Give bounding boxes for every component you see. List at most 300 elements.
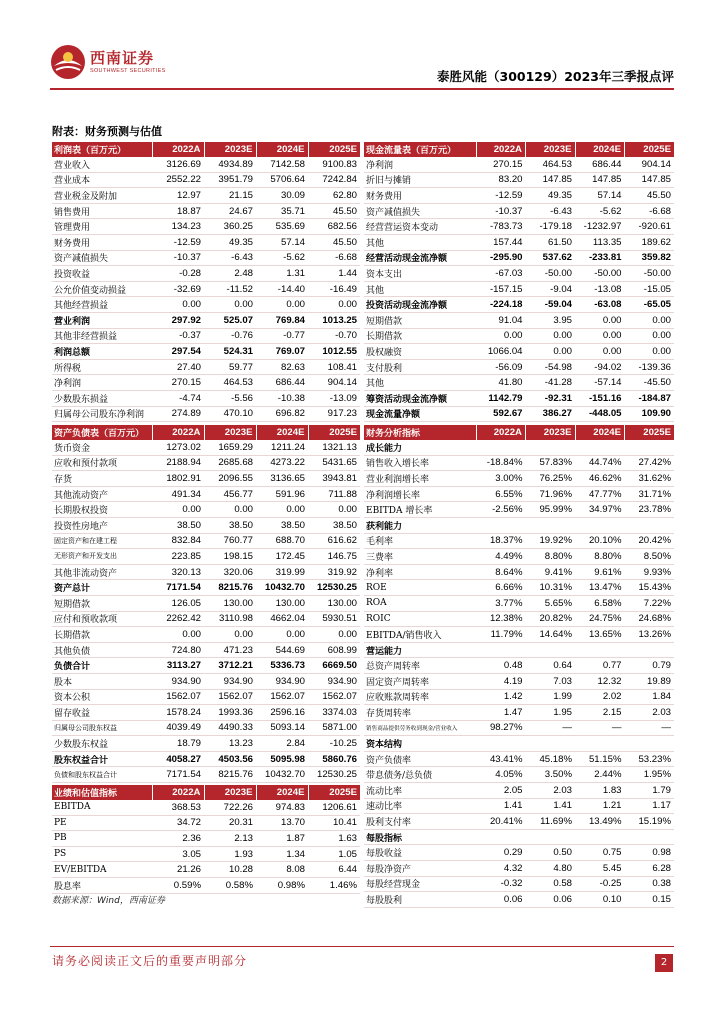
table-row [52,877,360,893]
value-cell: 13.26% [625,627,675,643]
cashflow-statement-table [364,142,674,422]
table-row [364,219,674,235]
row-label: 资产总计 [52,580,152,596]
value-cell: 9.93% [625,564,675,580]
value-cell: 5871.00 [308,720,360,736]
value-cell: 5.45 [575,861,625,877]
table-header-row [52,785,360,800]
value-cell: 0.15 [625,892,675,908]
value-cell: 0.59% [152,877,204,893]
table-row [52,862,360,878]
value-cell: 1.47 [476,705,526,721]
table-row [364,861,674,877]
table-row [364,658,674,674]
row-label: 资产减值损失 [52,250,152,266]
value-cell: -92.31 [526,390,576,406]
value-cell: 4.05% [476,767,526,783]
table-row [52,172,360,188]
value-cell: 5.65% [526,595,576,611]
value-cell: 9.61% [575,564,625,580]
value-cell: 4.19 [476,673,526,689]
value-cell: 1.42 [476,689,526,705]
value-cell: 13.23 [204,736,256,752]
value-cell: 57.14 [575,188,625,204]
value-cell: 57.83% [526,455,576,471]
value-cell: 456.77 [204,486,256,502]
value-cell: -783.73 [476,219,526,235]
value-cell: 31.62% [625,471,675,487]
value-cell: -10.37 [476,203,526,219]
row-label: 少数股东损益 [52,390,152,406]
value-cell: 471.23 [204,642,256,658]
value-cell: 51.15% [575,751,625,767]
value-cell: 491.34 [152,486,204,502]
value-cell: 44.74% [575,455,625,471]
value-cell: 544.69 [256,642,308,658]
value-cell [625,736,675,752]
year-header: 2023E [204,425,256,440]
value-cell: 0.77 [575,658,625,674]
row-label: 其他非经营损益 [52,328,152,344]
value-cell: 0.00 [204,502,256,518]
table-row [52,406,360,422]
value-cell: 724.80 [152,642,204,658]
value-cell: 0.29 [476,845,526,861]
row-label: 长期股权投资 [52,502,152,518]
table-row [52,767,360,783]
value-cell [476,642,526,658]
value-cell: 20.82% [526,611,576,627]
table-row [52,627,360,643]
row-label: 带息债务/总负债 [364,767,476,783]
table-row [364,172,674,188]
row-label: 所得税 [52,359,152,375]
value-cell: 3374.03 [308,705,360,721]
value-cell: -12.59 [152,234,204,250]
table-row [52,517,360,533]
value-cell: -6.68 [625,203,675,219]
row-label: 净利润 [52,375,152,391]
table-row [52,673,360,689]
table-header-row [52,425,360,440]
row-label: EV/EBITDA [52,862,152,878]
value-cell: 0.00 [476,328,526,344]
value-cell: 18.87 [152,203,204,219]
value-cell: 12.32 [575,673,625,689]
row-label: 毛利率 [364,533,476,549]
row-label: 流动比率 [364,783,476,799]
value-cell: 43.41% [476,751,526,767]
value-cell: 45.50 [308,203,360,219]
value-cell: 146.75 [308,549,360,565]
value-cell: 616.62 [308,533,360,549]
row-label: 每股收益 [364,845,476,861]
value-cell: 591.96 [256,486,308,502]
table-row [364,266,674,282]
table-row [364,486,674,502]
row-label: 资本公积 [52,689,152,705]
value-cell: 76.25% [526,471,576,487]
row-label: 经营营运资本变动 [364,219,476,235]
value-cell: 0.06 [526,892,576,908]
row-label: 折旧与摊销 [364,172,476,188]
table-row [364,157,674,172]
value-cell: -6.68 [308,250,360,266]
table-row [52,281,360,297]
table-row [52,815,360,831]
balance-sheet-table [52,425,360,783]
row-label: 投资性房地产 [52,517,152,533]
row-label: 支付股利 [364,359,476,375]
table-title: 资产负债表（百万元） [52,425,152,440]
table-row [364,549,674,565]
value-cell: 1321.13 [308,440,360,455]
row-label: EBITDA [52,800,152,815]
table-row [52,502,360,518]
table-row [52,266,360,282]
value-cell: 8.80% [526,549,576,565]
value-cell: -50.00 [625,266,675,282]
value-cell: 464.53 [204,375,256,391]
value-cell: 319.99 [256,564,308,580]
section-header-row [364,829,674,845]
value-cell: -10.25 [308,736,360,752]
value-cell: 934.90 [204,673,256,689]
row-label: 股东权益合计 [52,751,152,767]
value-cell: 1.83 [575,783,625,799]
row-label: 资本支出 [364,266,476,282]
value-cell: 7242.84 [308,172,360,188]
value-cell: 682.56 [308,219,360,235]
value-cell: 0.00 [152,502,204,518]
value-cell: 696.82 [256,406,308,422]
table-row [364,876,674,892]
value-cell: 49.35 [526,188,576,204]
value-cell: 7171.54 [152,767,204,783]
value-cell: 525.07 [204,312,256,328]
value-cell: 12530.25 [308,580,360,596]
value-cell: -6.43 [204,250,256,266]
row-label: 资本结构 [364,736,476,752]
value-cell: 2.84 [256,736,308,752]
value-cell: 1211.24 [256,440,308,455]
value-cell: 1.46% [308,877,360,893]
value-cell: 368.53 [152,800,204,815]
section-header-row [364,736,674,752]
row-label: 每股经营现金 [364,876,476,892]
value-cell: 13.49% [575,814,625,830]
row-label: 少数股东权益 [52,736,152,752]
row-label: 存货周转率 [364,705,476,721]
value-cell: 20.10% [575,533,625,549]
value-cell: 0.00 [256,502,308,518]
table-row [364,471,674,487]
value-cell: 3.05 [152,846,204,862]
value-cell: 10.41 [308,815,360,831]
value-cell: 0.48 [476,658,526,674]
value-cell: 172.45 [256,549,308,565]
row-label: 应收账款周转率 [364,689,476,705]
table-row [52,440,360,455]
value-cell: 1142.79 [476,390,526,406]
value-cell: 147.85 [526,172,576,188]
value-cell: -157.15 [476,281,526,297]
value-cell: -0.28 [152,266,204,282]
year-header: 2025E [308,142,360,157]
row-label: 投资收益 [52,266,152,282]
value-cell: -10.38 [256,390,308,406]
value-cell: 0.00 [575,328,625,344]
value-cell: 34.72 [152,815,204,831]
table-row [52,486,360,502]
year-header: 2025E [308,425,360,440]
value-cell: -0.37 [152,328,204,344]
table-row [52,328,360,344]
table-row [364,720,674,736]
value-cell: -50.00 [526,266,576,282]
value-cell: 0.00 [575,344,625,360]
value-cell: 2188.94 [152,455,204,471]
value-cell: 6669.50 [308,658,360,674]
value-cell: 19.92% [526,533,576,549]
value-cell: 0.00 [526,328,576,344]
value-cell: 7.03 [526,673,576,689]
row-label: 总资产周转率 [364,658,476,674]
value-cell: 0.00 [152,297,204,313]
year-header: 2022A [152,785,204,800]
value-cell: 537.62 [526,250,576,266]
value-cell: -16.49 [308,281,360,297]
value-cell: 359.82 [625,250,675,266]
value-cell: 157.44 [476,234,526,250]
table-row [52,658,360,674]
value-cell: 57.14 [256,234,308,250]
value-cell: 13.65% [575,627,625,643]
row-label: 净利率 [364,564,476,580]
value-cell: 1562.07 [204,689,256,705]
value-cell: 7142.58 [256,157,308,172]
row-label: 每股股利 [364,892,476,908]
value-cell: 608.99 [308,642,360,658]
value-cell: 0.98 [625,845,675,861]
table-row [364,250,674,266]
value-cell: 5095.98 [256,751,308,767]
row-label: 负债和股东权益合计 [52,767,152,783]
row-label: PS [52,846,152,862]
row-label: 销售费用 [52,203,152,219]
value-cell: 2596.16 [256,705,308,721]
table-row [364,502,674,518]
value-cell: 4273.22 [256,455,308,471]
value-cell: 711.88 [308,486,360,502]
value-cell: 1066.04 [476,344,526,360]
value-cell: -233.81 [575,250,625,266]
table-row [364,375,674,391]
row-label: PE [52,815,152,831]
row-label: 财务费用 [364,188,476,204]
table-row [52,611,360,627]
value-cell [575,440,625,455]
value-cell [476,440,526,455]
table-row [52,533,360,549]
year-header: 2024E [256,142,308,157]
row-label: 其他 [364,281,476,297]
value-cell: 904.14 [625,157,675,172]
row-label: 管理费用 [52,219,152,235]
value-cell: 45.18% [526,751,576,767]
value-cell: 2.02 [575,689,625,705]
value-cell: -5.62 [575,203,625,219]
value-cell: 12.38% [476,611,526,627]
value-cell: -151.16 [575,390,625,406]
row-label: 无形资产和开发支出 [52,549,152,565]
value-cell: 2.48 [204,266,256,282]
table-row [52,359,360,375]
value-cell: -448.05 [575,406,625,422]
value-cell: 0.00 [625,312,675,328]
row-label: 留存收益 [52,705,152,721]
value-cell: 1206.61 [308,800,360,815]
table-row [52,580,360,596]
value-cell: 27.40 [152,359,204,375]
value-cell: 1.95% [625,767,675,783]
value-cell: 38.50 [152,517,204,533]
value-cell: 2.36 [152,831,204,847]
value-cell: 35.71 [256,203,308,219]
value-cell: 15.43% [625,580,675,596]
value-cell: 1993.36 [204,705,256,721]
value-cell: -5.62 [256,250,308,266]
row-label: PB [52,831,152,847]
value-cell: -57.14 [575,375,625,391]
value-cell: 1562.07 [256,689,308,705]
value-cell: -50.00 [575,266,625,282]
value-cell: 4058.27 [152,751,204,767]
year-header: 2024E [256,785,308,800]
value-cell: -6.43 [526,203,576,219]
value-cell: 270.15 [152,375,204,391]
value-cell: 1.17 [625,798,675,814]
value-cell: 769.07 [256,344,308,360]
table-row [52,297,360,313]
value-cell: 21.15 [204,188,256,204]
row-label: 应收和预付款项 [52,455,152,471]
value-cell: 2.05 [476,783,526,799]
value-cell: -2.56% [476,502,526,518]
value-cell: -12.59 [476,188,526,204]
row-label: 经营活动现金流净额 [364,250,476,266]
row-label: 长期借款 [364,328,476,344]
value-cell: 8215.76 [204,580,256,596]
value-cell: 95.99% [526,502,576,518]
value-cell: 53.23% [625,751,675,767]
value-cell: 686.44 [575,157,625,172]
value-cell: -56.09 [476,359,526,375]
value-cell: 83.20 [476,172,526,188]
row-label: 股利支付率 [364,814,476,830]
year-header: 2024E [575,142,625,157]
table-row [52,595,360,611]
value-cell: 15.19% [625,814,675,830]
year-header: 2023E [204,142,256,157]
value-cell: 386.27 [526,406,576,422]
table-row [52,689,360,705]
year-header: 2025E [308,785,360,800]
value-cell: 297.54 [152,344,204,360]
table-row [364,689,674,705]
value-cell [575,517,625,533]
value-cell [476,517,526,533]
value-cell: 592.67 [476,406,526,422]
value-cell: 4503.56 [204,751,256,767]
row-label: 固定资产周转率 [364,673,476,689]
value-cell: 3.77% [476,595,526,611]
table-row [364,814,674,830]
row-label: 营业税金及附加 [52,188,152,204]
value-cell: -41.28 [526,375,576,391]
value-cell: 6.28 [625,861,675,877]
table-row [364,328,674,344]
table-title: 财务分析指标 [364,425,476,440]
value-cell: 0.06 [476,892,526,908]
value-cell: 6.44 [308,862,360,878]
table-row [364,312,674,328]
value-cell: 5431.65 [308,455,360,471]
value-cell: 3.00% [476,471,526,487]
value-cell: 3.50% [526,767,576,783]
value-cell: 4.80 [526,861,576,877]
row-label: 其他非流动资产 [52,564,152,580]
value-cell: 130.00 [204,595,256,611]
value-cell [575,642,625,658]
value-cell: 4662.04 [256,611,308,627]
value-cell: 2.44% [575,767,625,783]
value-cell: 45.50 [625,188,675,204]
table-row [364,783,674,799]
table-title: 利润表（百万元） [52,142,152,157]
row-label: 公允价值变动损益 [52,281,152,297]
value-cell: 5336.73 [256,658,308,674]
table-header-row [364,142,674,157]
value-cell: 71.96% [526,486,576,502]
value-cell: 1.41 [476,798,526,814]
value-cell: 13.47% [575,580,625,596]
value-cell: 5706.64 [256,172,308,188]
table-row [364,297,674,313]
value-cell: 7.22% [625,595,675,611]
table-row [364,533,674,549]
value-cell: 297.92 [152,312,204,328]
table-row [52,455,360,471]
value-cell: 0.00 [625,328,675,344]
table-row [364,188,674,204]
row-label: 应付和预收款项 [52,611,152,627]
row-label: 销售收入增长率 [364,455,476,471]
value-cell: 1.93 [204,846,256,862]
value-cell: 109.90 [625,406,675,422]
value-cell: 2.03 [526,783,576,799]
value-cell: -0.70 [308,328,360,344]
value-cell: 38.50 [204,517,256,533]
value-cell: 974.83 [256,800,308,815]
value-cell: 49.35 [204,234,256,250]
value-cell: 18.37% [476,533,526,549]
row-label: 资产减值损失 [364,203,476,219]
value-cell: 31.71% [625,486,675,502]
value-cell: 1.99 [526,689,576,705]
table-row [52,642,360,658]
value-cell: -11.52 [204,281,256,297]
